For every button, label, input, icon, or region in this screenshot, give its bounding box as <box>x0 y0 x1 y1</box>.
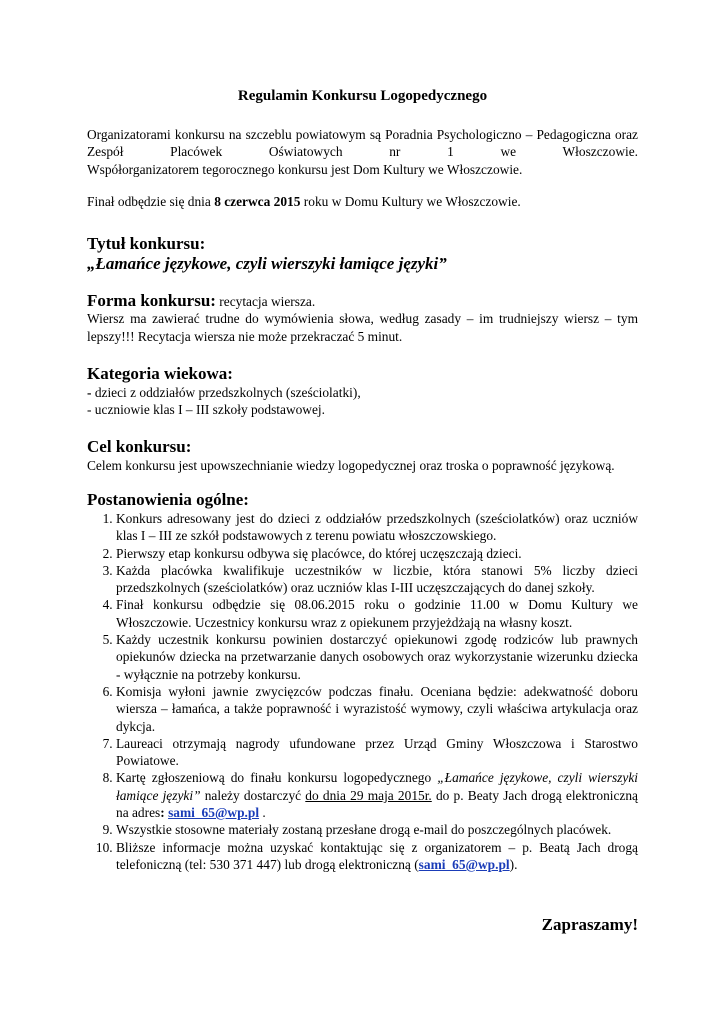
title-section-heading: Tytuł konkursu: <box>87 234 206 253</box>
goal-section-heading: Cel konkursu: <box>87 437 192 456</box>
rule-item: 6. Komisja wyłoni jawnie zwycięzców podczas finału. Oceniana będzie: adekwatność doboru wiersza – łamańca, a także poprawność i wyrazistość wymowy, czyli właściwa artykulacja oraz dykcja. <box>116 683 638 735</box>
rule-item-contact <box>116 839 638 874</box>
age-item-preschool: dzieci z oddziałów przedszkolnych (sześciolatki), <box>91 385 361 400</box>
age-section <box>87 364 638 419</box>
rule10-text-a: Bliższe informacje można uzyskać kontaktując się z organizatorem – p. Beatą Jach drogą telefoniczną (tel: 530 371 447) lub drogą elektroniczną ( <box>116 839 638 872</box>
closing-text: Zapraszamy! <box>541 915 638 934</box>
rule8-text-c: należy dostarczyć <box>200 787 306 803</box>
form-section-heading: Forma konkursu: <box>87 291 216 310</box>
contact-email-link[interactable]: sami_65@wp.pl <box>418 856 510 872</box>
rule-item: 5. Każdy uczestnik konkursu powinien dostarczyć opiekunowi zgodę rodziców lub prawnych opiekunów dziecka na przetwarzanie danych osobowych oraz wykorzystanie wizerunku dziecka - wyłącznie na potrzeby konkursu. <box>116 631 638 683</box>
rule-item: 1. Konkurs adresowany jest do dzieci z oddziałów przedszkolnych (sześciolatków) oraz uczniów klas I – III ze szkół podstawowych z terenu powiatu włoszczowskiego. <box>116 510 638 545</box>
age-section-heading: Kategoria wiekowa: <box>87 364 233 383</box>
goal-section <box>87 437 638 474</box>
email-link[interactable]: sami_65@wp.pl <box>168 805 260 821</box>
rule8-deadline: do dnia 29 maja 2015r. <box>305 787 432 803</box>
contest-title: „Łamańce językowe, czyli wierszyki łamiące języki” <box>87 254 447 273</box>
rule-item: 7. Laureaci otrzymają nagrody ufundowane przez Urząd Gminy Włoszczowa i Starostwo Powiatowe. <box>116 735 638 770</box>
form-section-text: Wiersz ma zawierać trudne do wymówienia słowa, według zasady – im trudniejszy wiersz – tym lepszy!!! Recytacja wiersza nie może przekraczać 5 minut. <box>87 311 638 344</box>
rule8-text-g: . <box>259 805 266 821</box>
rule10-text-b: ). <box>509 856 518 872</box>
rules-list <box>87 510 638 873</box>
rules-section-heading: Postanowienia ogólne: <box>87 490 249 509</box>
rules-section <box>87 490 638 873</box>
rule8-contest-title: „Łamańce językowe, czyli wierszyki łamiące języki” <box>116 770 638 803</box>
rule-item: 4. Finał konkursu odbędzie się 08.06.2015 roku o godzinie 11.00 w Domu Kultury we Włoszczowie. Uczestnicy konkursu wraz z opiekunem przyjeżdżają na własny koszt. <box>116 596 638 631</box>
intro-paragraph <box>87 126 638 178</box>
rule8-colon: : <box>160 805 165 821</box>
rule-item-application <box>116 769 638 821</box>
intro-coorganizer: Współorganizatorem tegorocznego konkursu jest Dom Kultury we Włoszczowie. <box>87 161 523 177</box>
rule8-text-a: Kartę zgłoszeniową do finału konkursu logopedycznego <box>116 770 438 786</box>
rule-item: 3. Każda placówka kwalifikuje uczestników w liczbie, która stanowi 5% liczby dzieci przedszkolnych (sześciolatków) oraz uczniów klas I-III uczęszczających do danej szkoły. <box>116 562 638 597</box>
title-section <box>87 234 638 274</box>
rule-item: 9. Wszystkie stosowne materiały zostaną przesłane drogą e-mail do poszczególnych placówek. <box>116 821 638 838</box>
rule-item: 2. Pierwszy etap konkursu odbywa się placówce, do której uczęszczają dzieci. <box>116 545 638 562</box>
intro-organizers: Organizatorami konkursu na szczeblu powiatowym są Poradnia Psychologiczno – Pedagogiczna oraz Zespół Placówek Oświatowych nr 1 we Włoszczowie. <box>87 127 638 160</box>
document-title: Regulamin Konkursu Logopedycznego <box>237 88 488 104</box>
goal-section-text: Celem konkursu jest upowszechnianie wiedzy logopedycznej oraz troska o poprawność językową. <box>87 458 615 473</box>
final-info <box>87 193 638 210</box>
form-section-value: recytacja wiersza. <box>215 294 316 309</box>
age-item-dash: - <box>87 385 92 400</box>
age-item-primary: - uczniowie klas I – III szkoły podstawowej. <box>87 402 325 418</box>
form-section <box>87 292 638 345</box>
final-text-before: Finał odbędzie się dnia <box>87 194 215 209</box>
rule8-text-e: do p. Beaty Jach drogą elektroniczną na adres <box>116 787 639 821</box>
final-date: 8 czerwca 2015 <box>214 194 301 209</box>
final-text-after: roku w Domu Kultury we Włoszczowie. <box>300 194 521 209</box>
